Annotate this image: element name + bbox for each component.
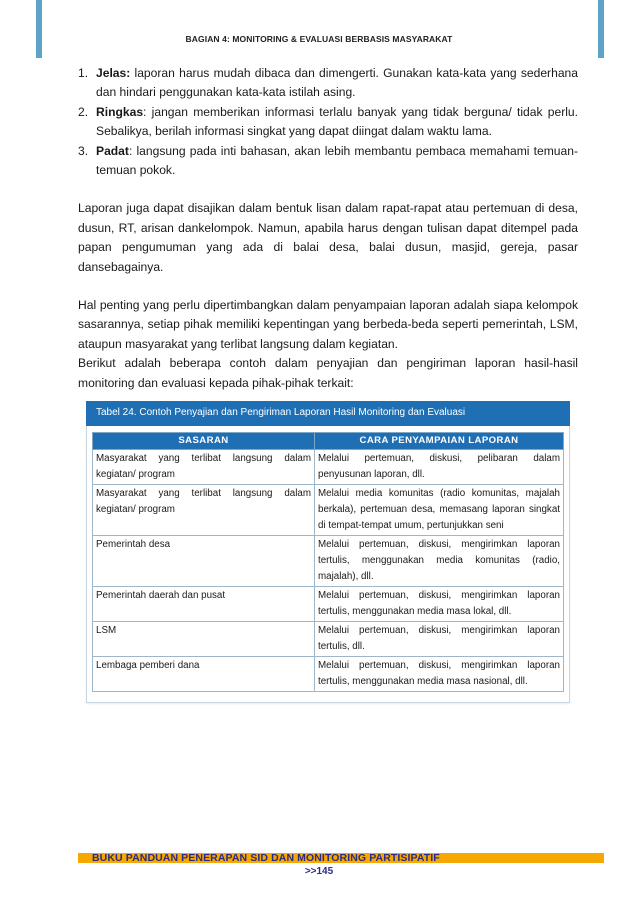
table-cell-method: Melalui pertemuan, diskusi, mengirimkan laporan tertulis, dll. [315, 622, 564, 657]
table-row [93, 450, 564, 485]
column-header-method: CARA PENYAMPAIAN LAPORAN [315, 433, 564, 450]
table-cell-target: Lembaga pemberi dana [93, 657, 315, 692]
left-accent-bar [36, 0, 42, 58]
table-cell-target: Masyarakat yang terlibat langsung dalam kegiatan/ program [93, 450, 315, 485]
table-cell-method: Melalui pertemuan, diskusi, mengirimkan laporan tertulis, menggunakan media komunitas (radio, majalah), dll. [315, 536, 564, 587]
table-cell-target: Masyarakat yang terlibat langsung dalam kegiatan/ program [93, 485, 315, 536]
table-cell-target: LSM [93, 622, 315, 657]
table-container [86, 426, 570, 703]
list-item [78, 103, 578, 142]
footer-book-title: BUKU PANDUAN PENERAPAN SID DAN MONITORING PARTISIPATIF [92, 852, 440, 864]
paragraph-oral-report: Laporan juga dapat disajikan dalam bentuk lisan dalam rapat-rapat atau pertemuan di desa, dusun, RT, arisan dankelompok. Namun, apabila harus dengan tulisan dapat ditempel pada papan pengumuman yang ada di balai desa, balai dusun, masjid, gereja, pasar dansebagainya. [78, 201, 578, 274]
list-term: Ringkas [96, 104, 144, 119]
table-cell-target: Pemerintah desa [93, 536, 315, 587]
list-item [78, 64, 578, 103]
list-text: : langsung pada inti bahasan, akan lebih membantu pembaca memahami temuan-temuan pokok. [96, 143, 578, 178]
list-text: laporan harus mudah dibaca dan dimengerti. Gunakan kata-kata yang sederhana dan hindari penggunakan kata-kata istilah asing. [96, 66, 578, 100]
list-number: 3. [78, 143, 89, 158]
criteria-list [78, 64, 578, 180]
list-number: 1. [78, 66, 89, 80]
paragraph-examples-intro: Berikut adalah beberapa contoh dalam penyajian dan pengiriman laporan hasil-hasil monitoring dan evaluasi kepada pihak-pihak terkait: [78, 356, 578, 390]
table-cell-method: Melalui pertemuan, diskusi, mengirimkan laporan tertulis, menggunakan media masa lokal, dll. [315, 587, 564, 622]
table-caption: Tabel 24. Contoh Penyajian dan Pengiriman Laporan Hasil Monitoring dan Evaluasi [86, 401, 570, 426]
table-row [93, 657, 564, 692]
paragraph-target-group: Hal penting yang perlu dipertimbangkan dalam penyampaian laporan adalah siapa kelompok sasarannya, setiap pihak memiliki kepentingan yang berbeda-beda seperti pemerintah, LSM, ataupun masyarakat yang terlibat langsung dalam kegiatan. [78, 298, 578, 351]
column-header-target: SASARAN [93, 433, 315, 450]
list-number: 2. [78, 104, 89, 119]
running-header: BAGIAN 4: MONITORING & EVALUASI BERBASIS MASYARAKAT [185, 34, 453, 44]
page-number: >>145 [304, 866, 334, 877]
table-cell-method: Melalui pertemuan, diskusi, pelibaran dalam penyusunan laporan, dll. [315, 450, 564, 485]
list-text: : jangan memberikan informasi terlalu banyak yang tidak berguna/ tidak perlu. Sebalikya, berilah informasi singkat yang dapat diingat dalam waktu lama. [96, 104, 578, 139]
table-header-row [93, 433, 564, 450]
table-row [93, 485, 564, 536]
list-item [78, 142, 578, 181]
list-term: Jelas: [96, 66, 131, 80]
table-row [93, 536, 564, 587]
table-cell-method: Melalui pertemuan, diskusi, mengirimkan laporan tertulis, menggunakan media masa nasional, dll. [315, 657, 564, 692]
report-delivery-table [92, 432, 564, 692]
table-cell-target: Pemerintah daerah dan pusat [93, 587, 315, 622]
table-row [93, 587, 564, 622]
list-term: Padat [96, 143, 129, 158]
page-body [78, 64, 578, 703]
table-cell-method: Melalui media komunitas (radio komunitas, majalah berkala), pertemuan desa, memasang laporan singkat di tempat-tempat umum, pertunjukkan seni [315, 485, 564, 536]
right-accent-bar [598, 0, 604, 58]
table-row [93, 622, 564, 657]
